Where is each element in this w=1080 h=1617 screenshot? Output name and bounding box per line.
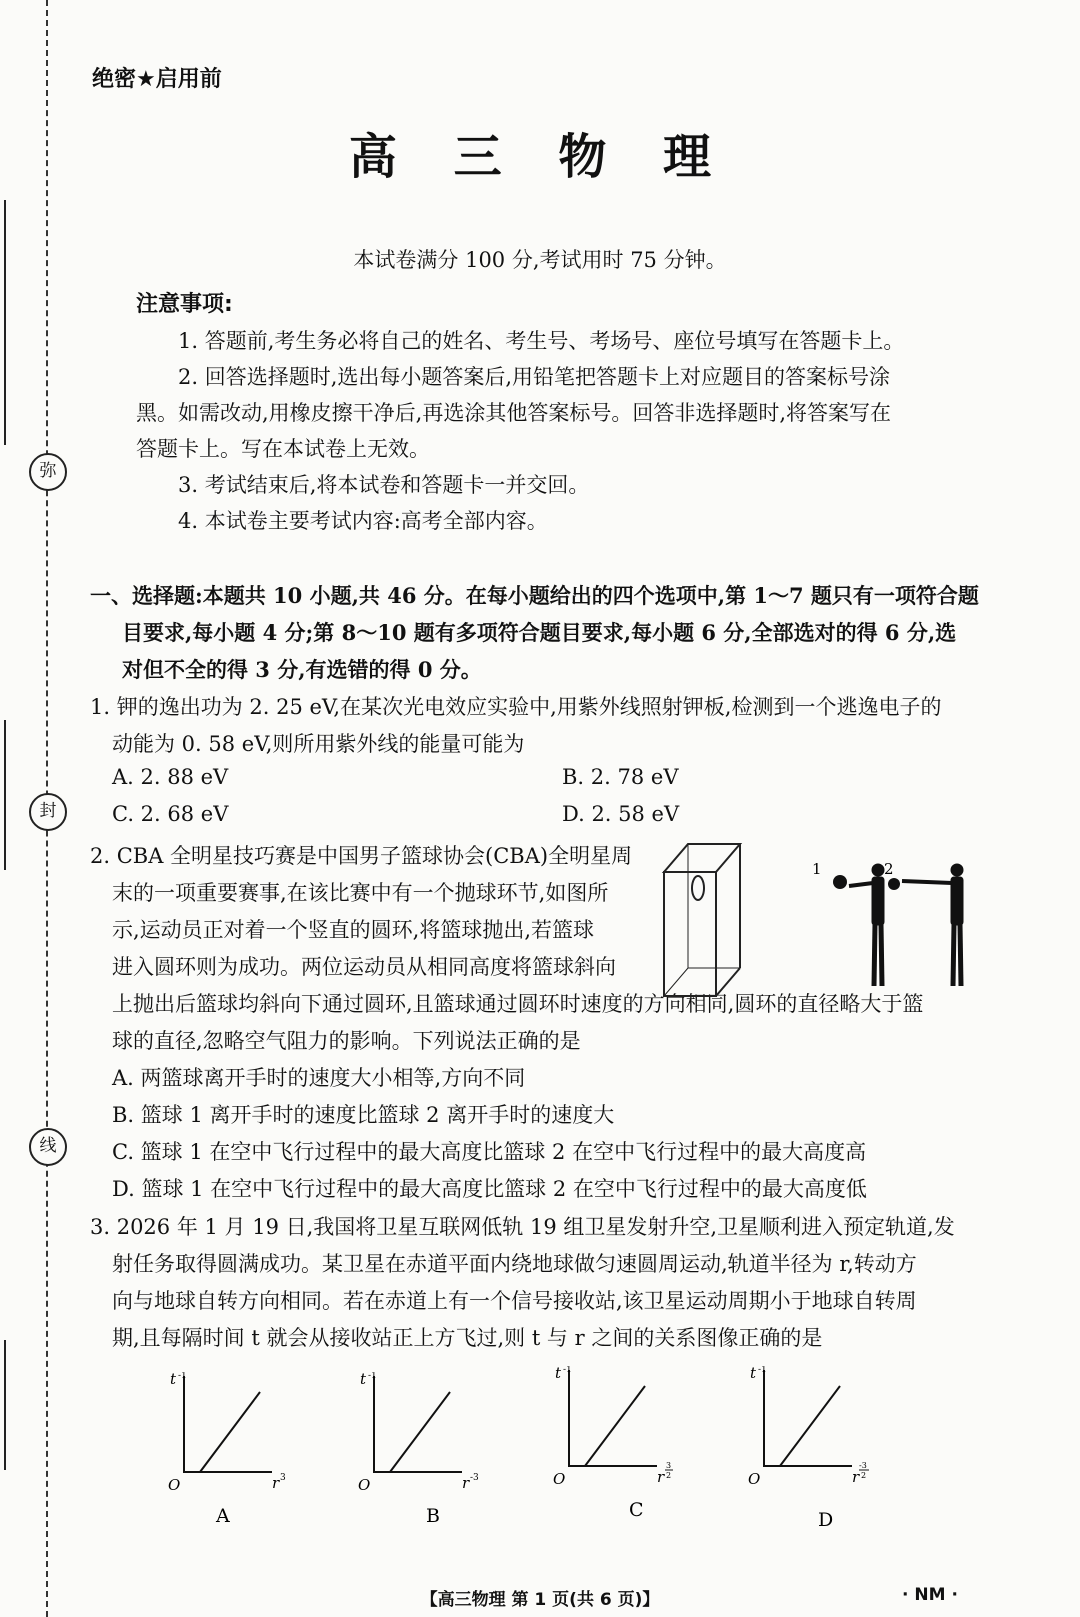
graph-b-label: B: [426, 1505, 440, 1527]
question-2-option-b: B. 篮球 1 离开手时的速度比篮球 2 离开手时的速度大: [112, 1103, 615, 1127]
graph-c-label: C: [629, 1499, 644, 1521]
notice-line: 3. 考试结束后,将本试卷和答题卡一并交回。: [178, 473, 590, 497]
svg-text:r: r: [272, 1474, 280, 1492]
svg-text:-1: -1: [178, 1372, 187, 1381]
svg-text:2: 2: [666, 1471, 672, 1480]
seal-char-mi: 弥: [29, 453, 67, 491]
svg-text:r: r: [852, 1468, 860, 1486]
question-2-option-c: C. 篮球 1 在空中飞行过程中的最大高度比篮球 2 在空中飞行过程中的最大高度高: [112, 1140, 867, 1164]
question-2-option-d: D. 篮球 1 在空中飞行过程中的最大高度比篮球 2 在空中飞行过程中的最大高度低: [112, 1177, 867, 1201]
graph-d-label: D: [818, 1509, 834, 1531]
page-footer: 【高三物理 第 1 页(共 6 页)】: [420, 1590, 660, 1610]
player-2: [902, 864, 963, 986]
svg-text:-3: -3: [470, 1473, 479, 1483]
question-2-stem: 2. CBA 全明星技巧赛是中国男子篮球协会(CBA)全明星周: [90, 844, 633, 868]
paper-code: · NM ·: [902, 1585, 958, 1605]
question-1-stem: 1. 钾的逸出功为 2. 25 eV,在某次光电效应实验中,用紫外线照射钾板,检测到一个逃逸电子的: [90, 695, 942, 719]
svg-text:-1: -1: [368, 1372, 377, 1381]
question-3-stem: 3. 2026 年 1 月 19 日,我国将卫星互联网低轨 19 组卫星发射升空,卫星顺利进入预定轨道,发: [90, 1215, 955, 1239]
margin-solid-line: [4, 720, 6, 870]
graph-b: [350, 1372, 500, 1532]
svg-text:-1: -1: [563, 1366, 572, 1375]
question-2-stem: 进入圆环则为成功。两位运动员从相同高度将篮球斜向: [112, 955, 616, 979]
graph-a-origin: O: [168, 1476, 181, 1494]
notice-heading: 注意事项:: [136, 292, 233, 317]
svg-text:t: t: [750, 1366, 757, 1382]
question-1-option-a: A. 2. 88 eV: [112, 765, 229, 789]
question-2-stem: 上抛出后篮球均斜向下通过圆环,且篮球通过圆环时速度的方向相同,圆环的直径略大于篮: [112, 992, 924, 1016]
question-1-stem: 动能为 0. 58 eV,则所用紫外线的能量可能为: [112, 732, 525, 756]
graph-c: [545, 1366, 695, 1526]
svg-text:t: t: [360, 1372, 367, 1388]
notice-line: 4. 本试卷主要考试内容:高考全部内容。: [178, 509, 548, 533]
ball-label-2: 2: [884, 862, 894, 878]
section-instructions: 一、选择题:本题共 10 小题,共 46 分。在每小题给出的四个选项中,第 1～7 题只有一项符合题: [90, 583, 979, 608]
svg-text:t: t: [555, 1366, 562, 1382]
question-1-option-c: C. 2. 68 eV: [112, 802, 229, 826]
secret-label: 绝密★启用前: [92, 67, 222, 92]
basketball-2: [888, 878, 900, 890]
ring-box-figure: [660, 838, 746, 1000]
svg-text:2: 2: [861, 1471, 867, 1480]
question-3-stem: 射任务取得圆满成功。某卫星在赤道平面内绕地球做匀速圆周运动,轨道半径为 r,转动方: [112, 1252, 917, 1276]
basketball-1: [833, 875, 847, 889]
graph-a: [160, 1372, 310, 1532]
exam-intro: 本试卷满分 100 分,考试用时 75 分钟。: [353, 248, 727, 272]
players-figure: [812, 862, 982, 994]
ball-label-1: 1: [812, 862, 822, 878]
question-2-stem: 球的直径,忽略空气阻力的影响。下列说法正确的是: [112, 1029, 581, 1053]
question-2-option-a: A. 两篮球离开手时的速度大小相等,方向不同: [112, 1066, 526, 1090]
section-instructions: 对但不全的得 3 分,有选错的得 0 分。: [122, 657, 482, 682]
question-2-stem: 示,运动员正对着一个竖直的圆环,将篮球抛出,若篮球: [112, 918, 595, 942]
question-1-option-b: B. 2. 78 eV: [562, 765, 679, 789]
margin-solid-line: [4, 1340, 6, 1470]
graph-a-label: A: [216, 1505, 230, 1527]
seal-char-xian: 线: [29, 1128, 67, 1166]
svg-text:3: 3: [280, 1473, 286, 1483]
question-1-option-d: D. 2. 58 eV: [562, 802, 680, 826]
notice-line: 答题卡上。写在本试卷上无效。: [136, 437, 430, 461]
svg-text:t: t: [170, 1372, 177, 1388]
notice-line: 2. 回答选择题时,选出每小题答案后,用铅笔把答题卡上对应题目的答案标号涂: [178, 365, 891, 389]
notice-line: 黑。如需改动,用橡皮擦干净后,再选涂其他答案标号。回答非选择题时,将答案写在: [136, 401, 892, 425]
svg-text:r: r: [462, 1474, 470, 1492]
graph-d: [740, 1366, 890, 1536]
seal-char-feng: 封: [29, 793, 67, 831]
question-3-stem: 期,且每隔时间 t 就会从接收站正上方飞过,则 t 与 r 之间的关系图像正确的是: [112, 1326, 823, 1350]
player-1: [849, 864, 884, 986]
svg-text:-1: -1: [758, 1366, 767, 1375]
notice-line: 1. 答题前,考生务必将自己的姓名、考生号、考场号、座位号填写在答题卡上。: [178, 329, 905, 353]
graph-c-origin: O: [553, 1470, 566, 1488]
margin-solid-line: [4, 200, 6, 445]
graph-d-origin: O: [748, 1470, 761, 1488]
question-3-stem: 向与地球自转方向相同。若在赤道上有一个信号接收站,该卫星运动周期小于地球自转周: [112, 1289, 917, 1313]
section-instructions: 目要求,每小题 4 分;第 8～10 题有多项符合题目要求,每小题 6 分,全部选对的得 6 分,选: [122, 620, 957, 645]
svg-text:3: 3: [666, 1461, 672, 1470]
svg-text:r: r: [657, 1468, 665, 1486]
page-title: 高 三 物 理: [348, 129, 732, 185]
question-2-stem: 末的一项重要赛事,在该比赛中有一个抛球环节,如图所: [112, 881, 609, 905]
graph-b-origin: O: [358, 1476, 371, 1494]
svg-text:-3: -3: [859, 1461, 867, 1470]
